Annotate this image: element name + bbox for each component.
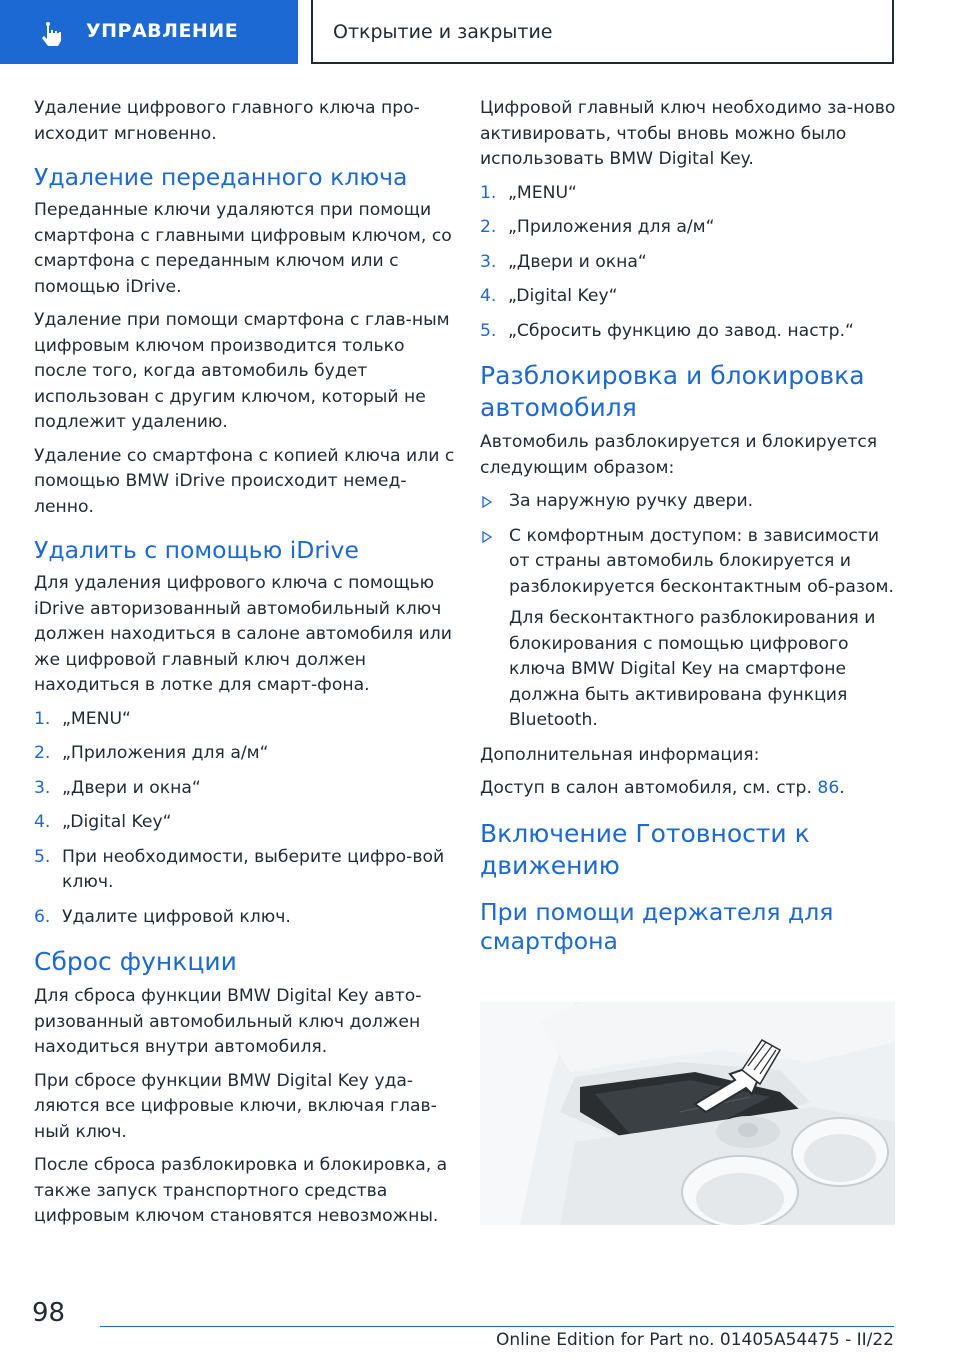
list-item — [34, 707, 456, 733]
paragraph: Переданные ключи удаляются при помощи смартфона с главными цифровым ключом, со смартфона с переданным ключом или с помощью iDrive. — [34, 200, 452, 297]
bullet-list — [480, 489, 898, 734]
list-item — [480, 319, 898, 345]
paragraph: Для сброса функции BMW Digital Key авто-ризованный автомобильный ключ должен находиться внутри автомобиля. — [34, 986, 422, 1057]
list-item — [34, 845, 456, 896]
footer-divider — [100, 1326, 894, 1327]
paragraph: После сброса разблокировка и блокировка, а также запуск транспортного средства цифровым ключом становятся невозможны. — [34, 1155, 448, 1226]
list-item — [480, 284, 898, 310]
list-item — [480, 250, 898, 276]
heading-reset: Сброс функции — [34, 947, 237, 976]
heading-lock-unlock: Разблокировка и блокировка автомобиля — [480, 361, 865, 422]
step-number: 3. — [34, 777, 51, 798]
list-item — [480, 524, 898, 734]
step-number: 2. — [34, 743, 51, 763]
list-item — [480, 181, 898, 207]
paragraph: Цифровой главный ключ необходимо за-ново активировать, чтобы вновь можно было использовать BMW Digital Key. — [480, 98, 896, 169]
step-text: „Двери и окна“ — [62, 777, 201, 798]
step-number: 1. — [34, 708, 51, 729]
chapter-header — [311, 0, 894, 64]
page-link[interactable]: 86 — [817, 778, 840, 798]
paragraph-reference — [480, 776, 898, 802]
step-number: 1. — [480, 182, 497, 203]
step-text: „MENU“ — [62, 708, 131, 729]
heading-phone-holder: При помощи держателя для смартфона — [480, 897, 834, 955]
paragraph: Удаление при помощи смартфона с глав-ным цифровым ключом производится только после того, когда автомобиль будет использован с другим ключом, который не подлежит удалению. — [34, 310, 450, 432]
step-text: „Двери и окна“ — [508, 251, 647, 272]
phone-holder-photo — [480, 1002, 895, 1225]
steps-list — [480, 181, 898, 345]
bullet-subparagraph: Для бесконтактного разблокирования и блокирования с помощью цифрового ключа BMW Digital Key на смартфоне должна быть активирована функция Bluetooth. — [509, 608, 876, 730]
list-item — [480, 215, 898, 241]
step-text: „Digital Key“ — [508, 286, 618, 306]
footer-edition: Online Edition for Part no. 01405A54475 - II/22 — [495, 1330, 894, 1350]
bullet-text: С комфортным доступом: в зависимости от страны автомобиль блокируется и разблокируется бесконтактным об-разом. — [509, 525, 894, 597]
step-text: При необходимости, выберите цифро-вой ключ. — [62, 846, 445, 892]
step-text: „Digital Key“ — [62, 812, 172, 832]
list-item — [34, 905, 456, 931]
heading-delete-idrive: Удалить с помощью iDrive — [34, 536, 359, 564]
list-item — [34, 810, 456, 836]
section-label: УПРАВЛЕНИЕ — [86, 20, 239, 42]
heading-transferred-key: Удаление переданного ключа — [34, 163, 408, 191]
step-text: „MENU“ — [508, 182, 577, 203]
steps-list — [34, 707, 456, 931]
step-text: „Сбросить функцию до завод. настр.“ — [508, 320, 854, 341]
step-number: 3. — [480, 251, 497, 272]
heading-drive-ready: Включение Готовности к движению — [480, 818, 810, 880]
list-item — [480, 489, 898, 515]
step-number: 4. — [34, 812, 51, 832]
page-number: 98 — [32, 1298, 66, 1328]
chapter-title: Открытие и закрытие — [333, 21, 553, 43]
paragraph: Удаление со смартфона с копией ключа или с помощью BMW iDrive происходит немед-ленно. — [34, 445, 455, 517]
paragraph: Удаление цифрового главного ключа про-исходит мгновенно. — [34, 98, 420, 144]
step-number: 6. — [34, 906, 51, 927]
paragraph: При сбросе функции BMW Digital Key уда-ляются все цифровые ключи, включая глав-ный ключ. — [34, 1070, 437, 1142]
right-column — [480, 96, 898, 962]
hand-touch-icon — [36, 20, 66, 48]
left-column — [34, 96, 456, 1238]
step-text: Удалите цифровой ключ. — [62, 906, 291, 927]
reference-text: Доступ в салон автомобиля, см. стр. — [480, 778, 812, 798]
triangle-bullet-icon — [482, 531, 492, 543]
step-number: 5. — [480, 320, 497, 341]
paragraph: Дополнительная информация: — [480, 744, 760, 765]
paragraph: Для удаления цифрового ключа с помощью iDrive авторизованный автомобильный ключ должен находиться в салоне автомобиля или же цифровой главный ключ должен находиться в лотке для смарт-фона. — [34, 573, 452, 695]
step-text: „Приложения для а/м“ — [62, 743, 269, 763]
step-number: 4. — [480, 286, 497, 306]
step-number: 5. — [34, 846, 51, 867]
list-item — [34, 776, 456, 802]
bullet-text: За наружную ручку двери. — [509, 491, 754, 511]
paragraph: Автомобиль разблокируется и блокируется следующим образом: — [480, 432, 878, 478]
reference-end: . — [839, 778, 845, 798]
list-item — [34, 741, 456, 767]
triangle-bullet-icon — [482, 496, 492, 508]
step-number: 2. — [480, 217, 497, 237]
section-tab — [0, 0, 298, 64]
step-text: „Приложения для а/м“ — [508, 217, 715, 237]
